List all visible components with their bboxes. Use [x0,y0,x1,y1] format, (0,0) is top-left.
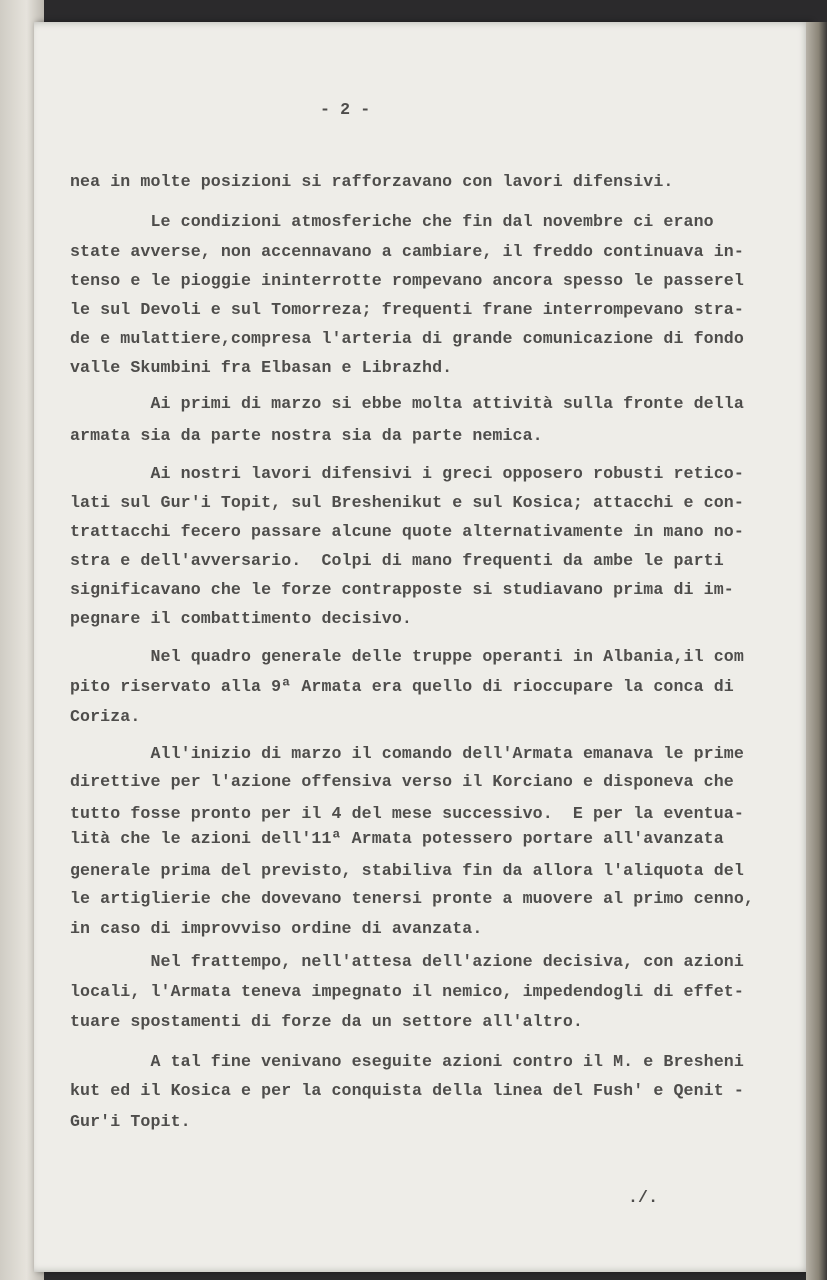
text-line: All'inizio di marzo il comando dell'Armata emanava le prime [70,744,744,763]
text-line: Ai nostri lavori difensivi i greci opposero robusti retico- [70,464,744,483]
text-line: pito riservato alla 9ª Armata era quello di rioccupare la conca di [70,677,734,696]
text-line: lità che le azioni dell'11ª Armata potessero portare all'avanzata [70,829,724,848]
text-line: lati sul Gur'i Topit, sul Breshenikut e sul Kosica; attacchi e con- [70,493,744,512]
text-line: armata sia da parte nostra sia da parte nemica. [70,426,543,445]
text-line: le artiglierie che dovevano tenersi pronte a muovere al primo cenno, [70,889,754,908]
text-line: direttive per l'azione offensiva verso il Korciano e disponeva che [70,772,734,791]
text-line: trattacchi fecero passare alcune quote alternativamente in mano no- [70,522,744,541]
text-line: A tal fine venivano eseguite azioni contro il M. e Bresheni [70,1052,744,1071]
text-line: tutto fosse pronto per il 4 del mese successivo. E per la eventua- [70,804,744,823]
text-line: significavano che le forze contrapposte si studiavano prima di im- [70,580,734,599]
text-line: kut ed il Kosica e per la conquista della linea del Fush' e Qenit - [70,1081,744,1100]
text-line: Nel quadro generale delle truppe operanti in Albania,il com [70,647,744,666]
text-line: valle Skumbini fra Elbasan e Librazhd. [70,358,453,377]
text-line: Coriza. [70,707,141,726]
text-line: locali, l'Armata teneva impegnato il nemico, impedendogli di effet- [70,982,744,1001]
text-line: pegnare il combattimento decisivo. [70,609,412,628]
text-line: de e mulattiere,compresa l'arteria di grande comunicazione di fondo [70,329,744,348]
text-line: generale prima del previsto, stabiliva fin da allora l'aliquota del [70,861,744,880]
text-line: tenso e le pioggie ininterrotte rompevano ancora spesso le passerel [70,271,744,290]
continuation-mark: ./. [628,1188,659,1207]
page-stack-edge [806,22,827,1280]
text-line: Nel frattempo, nell'attesa dell'azione decisiva, con azioni [70,952,744,971]
text-line: stra e dell'avversario. Colpi di mano frequenti da ambe le parti [70,551,724,570]
text-line: in caso di improvviso ordine di avanzata. [70,919,483,938]
text-line: state avverse, non accennavano a cambiare, il freddo continuava in- [70,242,744,261]
text-line: tuare spostamenti di forze da un settore all'altro. [70,1012,583,1031]
text-line: le sul Devoli e sul Tomorreza; frequenti frane interrompevano stra- [70,300,744,319]
text-line: nea in molte posizioni si rafforzavano con lavori difensivi. [70,172,674,191]
text-line: Ai primi di marzo si ebbe molta attività sulla fronte della [70,394,744,413]
text-line: Gur'i Topit. [70,1112,191,1131]
text-line: Le condizioni atmosferiche che fin dal novembre ci erano [70,212,714,231]
page-number: - 2 - [320,100,371,119]
